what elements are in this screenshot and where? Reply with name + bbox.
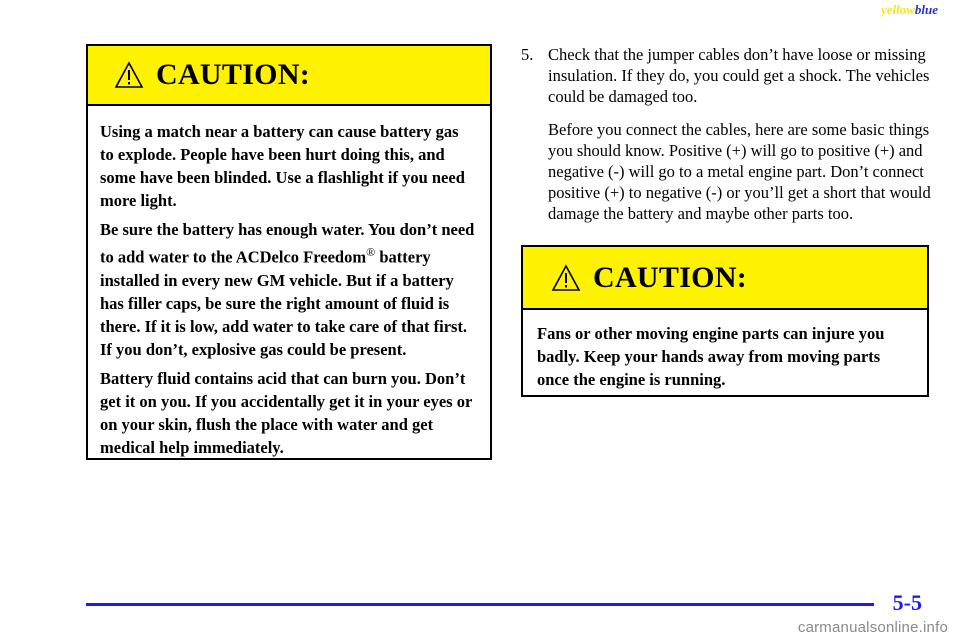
footer-rule bbox=[86, 603, 874, 606]
caution-paragraph: Battery fluid contains acid that can burn you. Don’t get it on you. If you accidentally get it in your eyes or on your skin, flush the place with water and get medical help immediately. bbox=[100, 368, 472, 457]
step-note: Before you connect the cables, here are some basic things you should know. Positive (+) will go to positive (+) and negative (-) will go to a metal engine part. Don’t connect positive (+) to negative (-) or you’ll get a short that would damage the battery and maybe other parts too. bbox=[548, 120, 931, 223]
caution-body bbox=[88, 106, 490, 459]
jumper-steps bbox=[521, 44, 941, 224]
step-number: 5. bbox=[521, 45, 534, 64]
watermark: carmanualsonline.info bbox=[797, 619, 948, 636]
caution-title: CAUTION: bbox=[593, 260, 748, 294]
caution-header bbox=[523, 247, 927, 310]
caution-title: CAUTION: bbox=[156, 58, 311, 91]
color-tag-yellow: yellow bbox=[880, 2, 915, 17]
caution-box-fans bbox=[521, 245, 929, 397]
warning-triangle-icon bbox=[551, 264, 581, 292]
color-tag-blue: blue bbox=[914, 2, 938, 17]
caution-paragraph: Using a match near a battery can cause battery gas to explode. People have been hurt doing this, and some have been blinded. Use a flashlight if you need more light. bbox=[100, 122, 465, 210]
caution-paragraph bbox=[100, 218, 476, 361]
caution-paragraph: Fans or other moving engine parts can injure you badly. Keep your hands away from moving parts once the engine is running. bbox=[537, 324, 885, 389]
caution-header bbox=[88, 46, 490, 106]
color-tag bbox=[881, 2, 938, 18]
caution-body bbox=[523, 310, 927, 391]
step-text: Check that the jumper cables don’t have loose or missing insulation. If they do, you could get a shock. The vehicles could be damaged too. bbox=[548, 45, 930, 106]
warning-triangle-icon bbox=[114, 61, 144, 89]
caution-paragraph-start: Be sure the battery has enough water. You don’t need to add water to the ACDelco Freedom bbox=[100, 220, 475, 267]
page-number: 5-5 bbox=[892, 590, 922, 615]
caution-paragraph-rest: battery installed in every new GM vehicle. But if a battery has filler caps, be sure the right amount of fluid is there. If it is low, add water to take care of that first. If you don’t, explosive gas could be present. bbox=[100, 247, 468, 359]
registered-mark: ® bbox=[366, 245, 376, 259]
step-item bbox=[521, 44, 941, 107]
caution-box-battery bbox=[86, 44, 492, 460]
